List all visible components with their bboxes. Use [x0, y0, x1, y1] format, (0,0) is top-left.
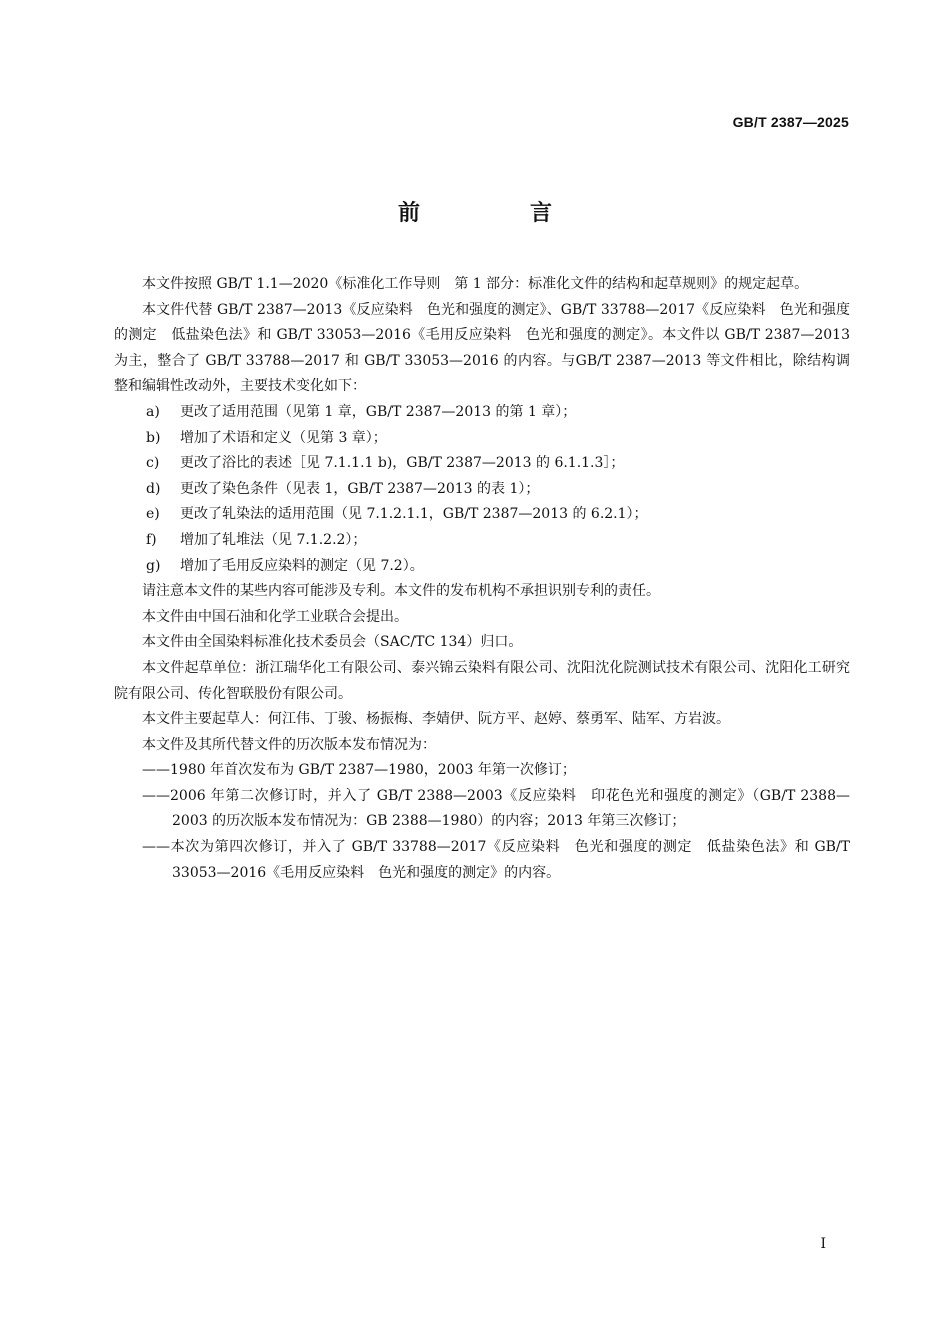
- list-item-change: [114, 400, 850, 426]
- history-item: ——1980 年首次发布为 GB/T 2387—1980，2003 年第一次修订；: [142, 762, 576, 779]
- page-number: I: [820, 1236, 826, 1252]
- list-item-text: 增加了轧堆法（见 7.1.2.2）；: [180, 531, 367, 548]
- paragraph-drafters: 本文件主要起草人：何江伟、丁骏、杨振梅、李婧伊、阮方平、赵婷、蔡勇军、陆军、方岩波。: [142, 711, 730, 728]
- list-item-text: 更改了轧染法的适用范围（见 7.1.2.1.1，GB/T 2387—2013 的 6.2.1）；: [180, 506, 648, 523]
- list-item-change: [114, 554, 850, 580]
- history-item: ——2006 年第二次修订时，并入了 GB/T 2388—2003《反应染料 印花色光和强度的测定》（GB/T 2388—2003 的历次版本发布情况为：GB 2388—1980）的内容；2013 年第三次修订；: [142, 787, 850, 830]
- list-marker: c): [146, 455, 160, 472]
- list-marker: f): [146, 531, 157, 548]
- list-item-text: 增加了毛用反应染料的测定（见 7.2）。: [180, 557, 424, 574]
- list-item-text: 更改了适用范围（见第 1 章，GB/T 2387—2013 的第 1 章）；: [180, 403, 577, 420]
- list-marker: g): [146, 557, 161, 574]
- list-item-change: [114, 426, 850, 452]
- paragraph-committee: 本文件由全国染料标准化技术委员会（SAC/TC 134）归口。: [142, 634, 523, 651]
- paragraph-patent-notice: 请注意本文件的某些内容可能涉及专利。本文件的发布机构不承担识别专利的责任。: [142, 583, 660, 600]
- page-title: 前 言: [397, 201, 596, 226]
- list-item-change: [114, 451, 850, 477]
- paragraph-proposer: 本文件由中国石油和化学工业联合会提出。: [142, 608, 408, 625]
- list-item-change: [114, 528, 850, 554]
- list-marker: e): [146, 506, 160, 523]
- list-marker: b): [146, 429, 161, 446]
- list-item-change: [114, 502, 850, 528]
- paragraph-drafting-units: 本文件起草单位：浙江瑞华化工有限公司、泰兴锦云染料有限公司、沈阳沈化院测试技术有限公司、沈阳化工研究院有限公司、传化智联股份有限公司。: [114, 659, 850, 702]
- paragraph-drafting-rules: 本文件按照 GB/T 1.1—2020《标准化工作导则 第 1 部分：标准化文件的结构和起草规则》的规定起草。: [142, 276, 809, 292]
- paragraph-history-intro: 本文件及其所代替文件的历次版本发布情况为：: [142, 736, 436, 753]
- list-item-text: 更改了染色条件（见表 1，GB/T 2387—2013 的表 1）；: [180, 480, 540, 497]
- list-marker: d): [146, 480, 161, 497]
- list-item-text: 更改了浴比的表述［见 7.1.1.1 b)，GB/T 2387—2013 的 6.1.1.3］；: [180, 455, 625, 472]
- list-item-text: 增加了术语和定义（见第 3 章）；: [180, 429, 387, 446]
- document-code: GB/T 2387—2025: [732, 114, 849, 130]
- list-marker: a): [146, 403, 160, 420]
- list-item-change: [114, 477, 850, 503]
- paragraph-replacement: 本文件代替 GB/T 2387—2013《反应染料 色光和强度的测定》、GB/T 33788—2017《反应染料 色光和强度的测定 低盐染色法》和 GB/T 33053—2016《毛用反应染料 色光和强度的测定》。本文件以 GB/T 2387—2013 为主，整合了 GB/T 33788—2017 和 GB/T 33053—2016 的内容。与GB/T 2387—2013 等文件相比，除结构调整和编辑性改动外，主要技术变化如下：: [114, 301, 850, 395]
- document-body: [114, 272, 850, 886]
- history-item: ——本次为第四次修订，并入了 GB/T 33788—2017《反应染料 色光和强度的测定 低盐染色法》和 GB/T 33053—2016《毛用反应染料 色光和强度的测定》的内容。: [142, 839, 850, 881]
